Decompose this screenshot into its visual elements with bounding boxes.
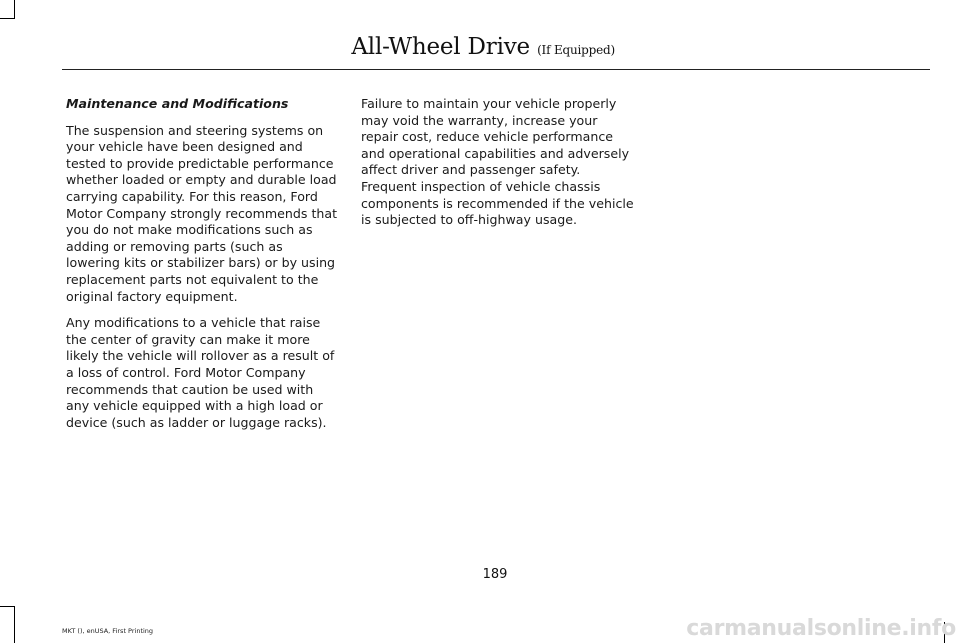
- crop-mark-top-left-v: [14, 0, 15, 18]
- paragraph-suspension: The suspension and steering systems on your vehicle have been designed and tested to provide predictable performance whether loaded or empty and durable load carrying capability. For this reason, Ford Motor Company strongly recommends that you do not make modifications such as adding or removing parts (such as lowering kits or stabilizer bars) or by using replacement parts not equivalent to the original factory equipment.: [66, 122, 338, 304]
- paragraph-maintenance: Failure to maintain your vehicle properly may void the warranty, increase your repair cost, reduce vehicle performance and operational capabilities and adversely affect driver and passenger safety. Frequent inspection of vehicle chassis components is recommended if the vehicle is subjected to off-highway usage.: [361, 96, 634, 228]
- header-title-subtitle: (If Equipped): [537, 43, 615, 57]
- page-number: 189: [482, 567, 508, 582]
- crop-mark-top-left-h: [0, 18, 15, 19]
- page-header-title: [351, 34, 615, 60]
- header-divider: [62, 69, 930, 70]
- watermark-logo: carmanualsonline.info: [686, 616, 956, 641]
- paragraph-modifications: Any modifications to a vehicle that raise the center of gravity can make it more likely the vehicle will rollover as a result of a loss of control. Ford Motor Company recommends that caution be used with any vehicle equipped with a high load or device (such as ladder or luggage racks).: [66, 315, 335, 430]
- header-title-main: All-Wheel Drive: [351, 34, 530, 60]
- crop-mark-bottom-left-v: [14, 606, 15, 643]
- crop-mark-bottom-left-h: [0, 606, 15, 607]
- print-info: MKT (), enUSA, First Printing: [62, 627, 154, 635]
- left-column: [66, 96, 340, 441]
- section-heading: Maintenance and Modifications: [66, 96, 289, 111]
- right-column: [361, 96, 635, 239]
